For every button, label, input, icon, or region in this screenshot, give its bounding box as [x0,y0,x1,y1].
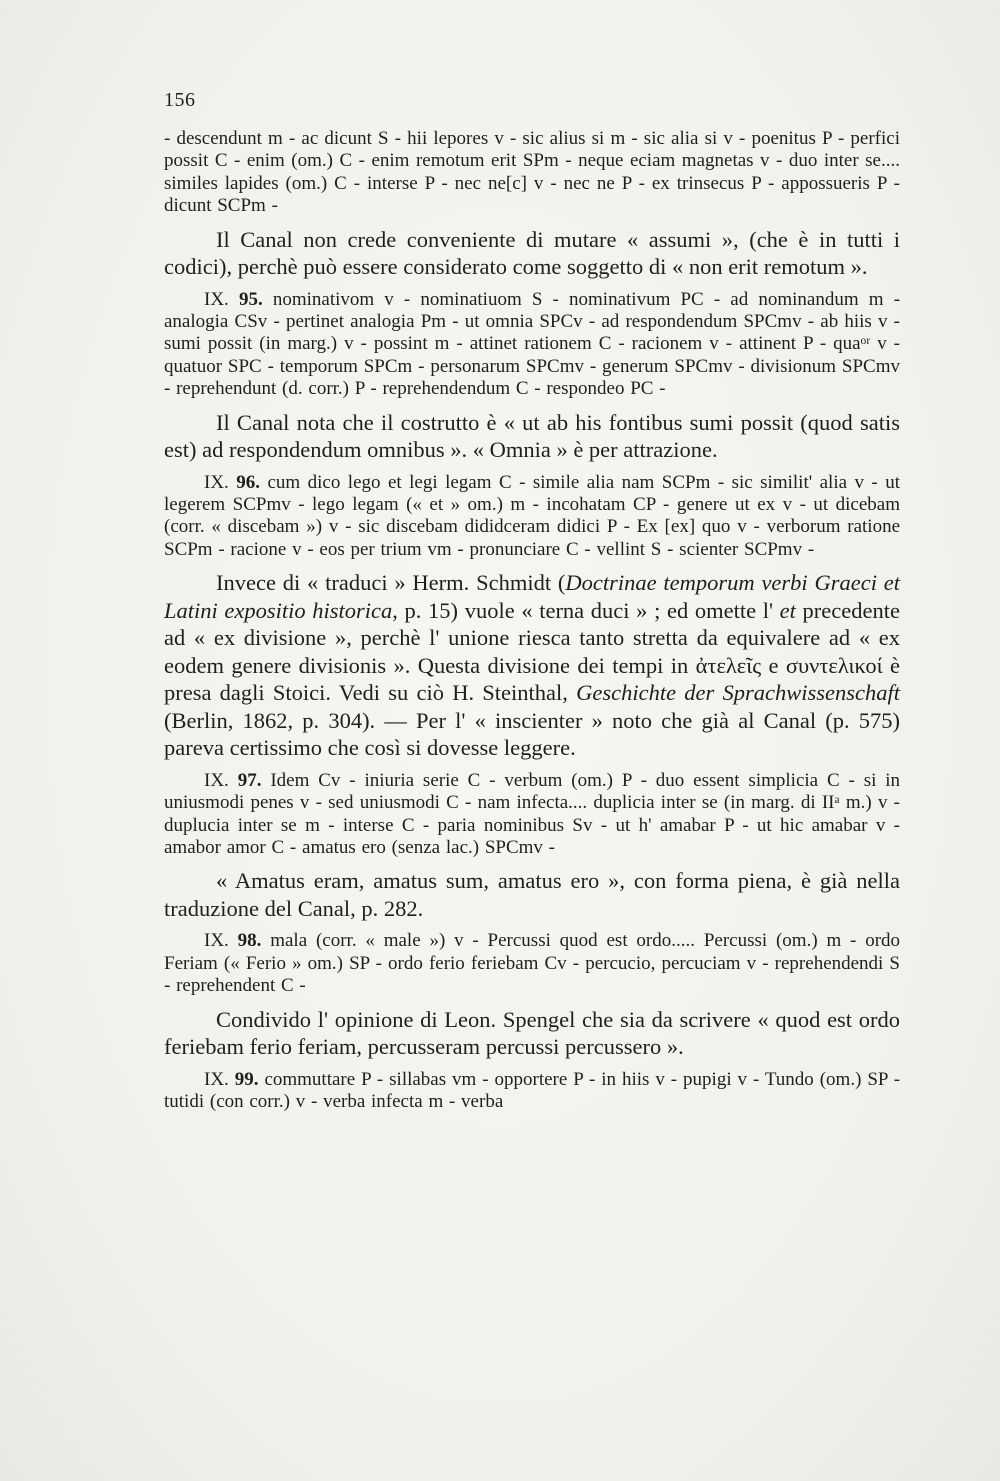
section-number: 97. [237,769,262,791]
section-ref: IX. [204,769,229,791]
section-number: 98. [237,930,262,952]
commentary-paragraph [164,1006,900,1061]
commentary-text: Il Canal non crede conveniente di mutare « assumi », (che è in tutti i codici), perchè può essere considerato come soggetto di « non erit remotum ». [164,226,900,280]
apparatus-paragraph [164,289,900,401]
apparatus-paragraph [164,1069,900,1114]
page-number: 156 [164,89,196,111]
section-ref: IX. [204,288,229,310]
apparatus-text: mala (corr. « male ») v - Percussi quod est ordo..... Percussi (om.) m - ordo Feriam (« Ferio » om.) SP - ordo ferio feriebam Cv - percucio, percuciam v - reprehendendi S - reprehendent C - [164,930,901,997]
apparatus-text: Idem Cv - iniuria serie C - verbum (om.) P - duo essent simplicia C - si in uniusmodi penes v - sed uniusmodi C - nam infecta.... duplicia inter se (in marg. di IIᵃ m.) v - duplucia inter se m - interse C - paria nominibus Sv - ut h' amabar P - ut hic amabar v - amabor amor C - amatus ero (senza lac.) SPCmv - [164,769,901,858]
commentary-text-part: Invece di « traduci » Herm. Schmidt ( [216,570,566,596]
apparatus-text: nominativom v - nominatiuom S - nominativum PC - ad nominandum m - analogia CSv - pertinet analogia Pm - ut omnia SPCv - ad respondendum SPCmv - ab hiis v - sumi possit (in marg.) v - possint m - attinet rationem C - racionem v - attinent P - quaᵒʳ v - quatuor SPC - temporum SPCm - personarum SPCmv - generum SPCmv - divisionum SPCmv - reprehendunt (d. corr.) P - reprehendendum C - respondeo PC - [164,288,901,400]
commentary-text: « Amatus eram, amatus sum, amatus ero », con forma piena, è già nella traduzione del Canal, p. 282. [164,868,900,921]
commentary-text-part: (Berlin, 1862, p. 304). — Per l' « inscienter » noto che già al Canal (p. 575) pareva certissimo che così si dovesse leggere. [164,707,900,761]
section-number: 95. [238,288,263,310]
commentary-text-part: precedente ad « ex divisione », perchè l' unione riesca tanto stretta da equivalere ad « ex eodem genere divisionis ». Questa divisione dei tempi in ἀτελεῖς e συντελικοί è presa dagli Stoici. Vedi su ciò H. Steinthal, [164,597,900,706]
section-number: 99. [234,1068,259,1090]
commentary-paragraph [164,867,900,922]
italic-word: et [779,597,796,623]
section-number: 96. [236,471,261,493]
commentary-paragraph [164,569,900,762]
section-ref: IX. [204,471,229,493]
commentary-paragraph [164,409,900,464]
apparatus-paragraph [164,128,900,218]
apparatus-text: - descendunt m - ac dicunt S - hii lepores v - sic alius si m - sic alia si v - poenitus P - perfici possit C - enim (om.) C - enim remotum erit SPm - neque eciam magnetas v - duo inter se.... similes lapides (om.) C - interse P - nec ne[c] v - nec ne P - ex trinsecus P - appossueris P - dicunt SCPm - [164,128,900,217]
book-title: Doctrinae temporum verbi Graeci et Latini expositio historica [164,570,900,623]
apparatus-text: cum dico lego et legi legam C - simile alia nam SCPm - sic similit' alia v - ut legerem SCPmv - lego legam (« et » om.) m - incohatam CP - genere ut ex v - ut dicebam (corr. « discebam ») v - sic discebam dididceram didici P - Ex [ex] quo v - verborum ratione SCPm - racione v - eos per trium vm - pronunciare C - vellint S - scienter SCPmv - [164,471,900,560]
commentary-text: Il Canal nota che il costrutto è « ut ab his fontibus sumi possit (quod satis est) ad respondendum omnibus ». « Omnia » è per attrazione. [164,409,900,463]
commentary-paragraph [164,226,900,281]
apparatus-paragraph [164,472,900,562]
commentary-text-part: , p. 15) vuole « terna duci » ; ed omette l' [392,597,780,623]
apparatus-paragraph [164,930,900,997]
commentary-text: Condivido l' opinione di Leon. Spengel che sia da scrivere « quod est ordo feriebam ferio feriam, percusseram percussi percussero ». [164,1006,900,1060]
section-ref: IX. [204,1068,229,1090]
apparatus-text: commuttare P - sillabas vm - opportere P - in hiis v - pupigi v - Tundo (om.) SP - tutidi (con corr.) v - verba infecta m - verba [164,1068,901,1113]
section-ref: IX. [204,930,229,952]
book-title: Geschichte der Sprachwissenschaft [576,680,900,706]
apparatus-paragraph [164,770,900,860]
